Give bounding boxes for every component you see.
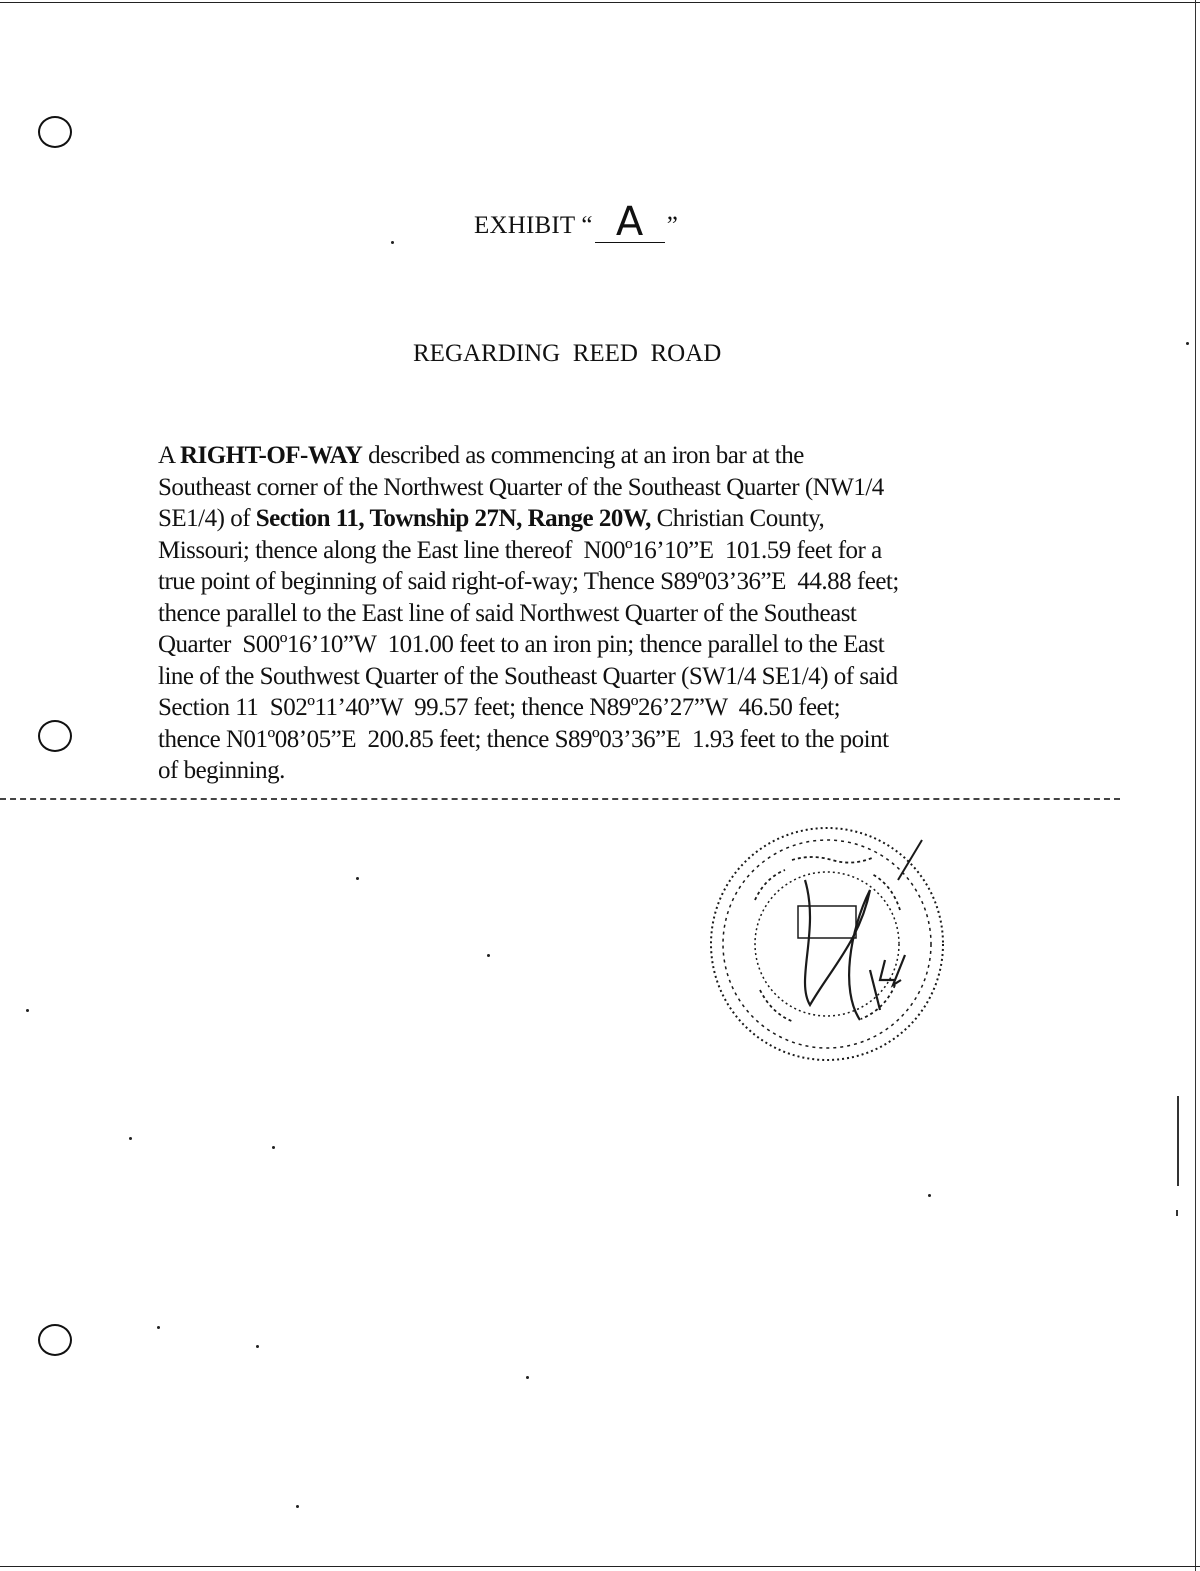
exhibit-close-quote: ” <box>666 212 678 239</box>
punch-hole-top <box>38 116 72 148</box>
seal-center-box <box>798 906 856 938</box>
scan-speck <box>487 954 490 957</box>
text-run: of beginning. <box>158 757 285 784</box>
page-edge-right <box>1195 0 1196 1571</box>
exhibit-label: EXHIBIT <box>474 212 575 239</box>
scan-speck <box>1186 342 1189 345</box>
paragraph-line <box>158 472 1008 504</box>
text-run: line of the Southwest Quarter of the Southeast Quarter (SW1/4 SE1/4) of said <box>158 662 898 690</box>
paragraph-line <box>158 755 1008 787</box>
signature-scribble <box>805 880 870 1020</box>
text-run: Section 11 S02º11’40”W 99.57 feet; thence N89º26’27”W 46.50 feet; <box>158 694 841 721</box>
scan-edge-mark <box>1176 1210 1178 1216</box>
seal-lettering-strokes <box>755 857 900 1022</box>
paragraph-line <box>158 440 1008 472</box>
legal-description <box>158 440 1008 787</box>
exhibit-title <box>474 199 678 245</box>
text-run: thence parallel to the East line of said Northwest Quarter of the Southeast <box>158 599 857 627</box>
paragraph-line <box>158 629 1008 661</box>
text-run: described as commencing at an iron bar at the <box>362 442 804 469</box>
scan-speck <box>391 241 394 244</box>
text-run: Southeast corner of the Northwest Quarter of the Southeast Quarter (NW1/4 <box>158 473 884 501</box>
text-run: thence N01º08’05”E 200.85 feet; thence S89º03’36”E 1.93 feet to the point <box>158 725 889 753</box>
dashed-divider <box>0 798 1120 802</box>
scan-speck <box>296 1505 299 1508</box>
punch-hole-bottom <box>38 1324 72 1356</box>
punch-hole-middle <box>38 720 72 752</box>
paragraph-line <box>158 692 1008 724</box>
page-edge-bottom <box>0 1566 1200 1567</box>
exhibit-letter: A <box>595 202 665 243</box>
scan-speck <box>256 1345 259 1348</box>
text-run: Missouri; thence along the East line thereof N00º16’10”E 101.59 feet for a <box>158 536 882 564</box>
text-run: true point of beginning of said right-of-way; Thence S89º03’36”E 44.88 feet; <box>158 568 899 595</box>
text-run: A <box>158 442 180 469</box>
scan-speck <box>26 1009 29 1012</box>
scan-edge-mark <box>1177 1096 1179 1186</box>
seal-inner-ring <box>755 872 899 1016</box>
paragraph-line <box>158 724 1008 756</box>
scan-speck <box>356 877 359 880</box>
paragraph-line <box>158 535 1008 567</box>
surveyor-seal <box>700 820 955 1068</box>
paragraph-line <box>158 566 1008 598</box>
scan-speck <box>526 1376 529 1379</box>
seal-middle-ring <box>723 840 931 1048</box>
text-run: SE1/4) of <box>158 505 256 532</box>
bold-text: Section 11, Township 27N, Range 20W, <box>255 505 651 532</box>
signature-tail <box>898 840 922 880</box>
exhibit-open-quote: “ <box>581 212 593 239</box>
paragraph-line <box>158 598 1008 630</box>
text-run: Christian County, <box>650 505 825 532</box>
scan-speck <box>157 1326 160 1329</box>
document-heading: REGARDING REED ROAD <box>413 340 722 367</box>
scan-speck <box>129 1137 132 1140</box>
paragraph-line <box>158 661 1008 693</box>
scan-speck <box>272 1146 275 1149</box>
paragraph-line <box>158 503 1008 535</box>
bold-text: RIGHT-OF-WAY <box>179 442 363 469</box>
scan-speck <box>928 1194 931 1197</box>
page-edge-top <box>0 2 1200 3</box>
text-run: Quarter S00º16’10”W 101.00 feet to an iron pin; thence parallel to the East <box>158 631 885 658</box>
